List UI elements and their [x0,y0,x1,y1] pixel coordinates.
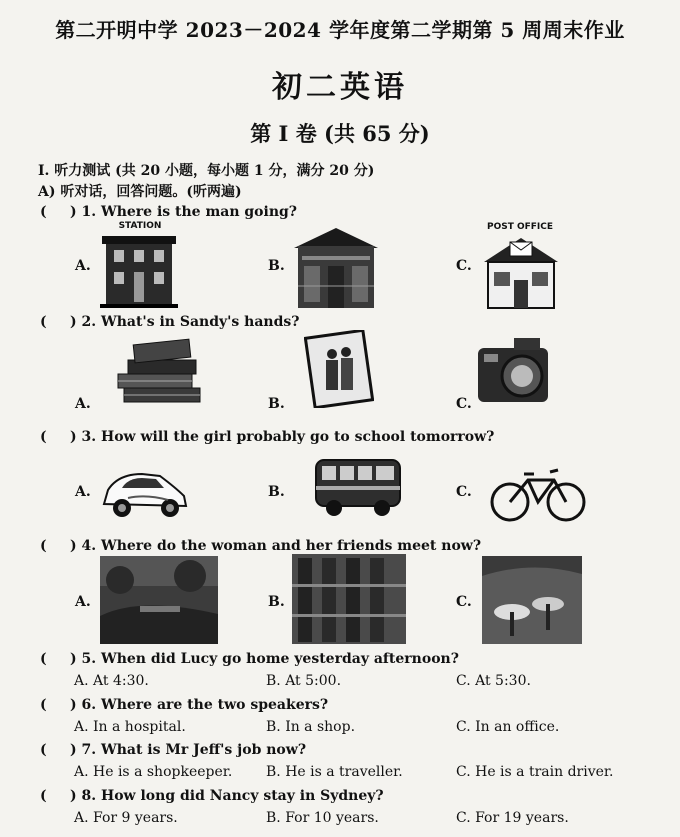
q1-option-a: A. [75,258,91,274]
answer-paren: ( [40,788,47,804]
q2-option-a: A. [75,396,91,412]
car-image [98,466,190,522]
post-office-image [482,234,560,310]
park-photo-image [100,556,218,644]
question-4: ) 4. Where do the woman and her friends meet now? [70,538,482,554]
q6-option-c: C. In an office. [456,719,560,735]
post-office-caption: POST OFFICE [486,222,554,232]
answer-paren: ( [40,742,47,758]
q1-option-c: C. [456,258,472,274]
section-subheading: A) 听对话，回答问题。(听两遍) [38,184,242,200]
volume-title: 第 I 卷 (共 65 分) [250,121,430,146]
q5-option-a: A. At 4:30. [74,673,149,689]
q4-option-b: B. [268,594,285,610]
library-photo-image [292,554,406,644]
question-3: ) 3. How will the girl probably go to school tomorrow? [70,429,495,445]
q8-option-a: A. For 9 years. [74,810,178,826]
q3-option-c: C. [456,484,472,500]
shop-building-image [290,226,382,310]
q8-option-c: C. For 19 years. [456,810,569,826]
station-caption: STATION [118,221,162,231]
answer-paren: ( [40,538,47,554]
section-heading: I. 听力测试 (共 20 小题，每小题 1 分，满分 20 分) [38,163,375,179]
photo-image [304,330,374,408]
bicycle-image [488,464,588,524]
question-6: ) 6. Where are the two speakers? [70,697,329,713]
q7-option-a: A. He is a shopkeeper. [74,764,233,780]
answer-paren: ( [40,204,47,220]
books-image [114,332,204,406]
q7-option-c: C. He is a train driver. [456,764,614,780]
q4-option-c: C. [456,594,472,610]
question-5: ) 5. When did Lucy go home yesterday afternoon? [70,651,459,667]
station-building-image [100,232,178,310]
bus-image [312,452,404,520]
q3-option-a: A. [75,484,91,500]
q5-option-c: C. At 5:30. [456,673,531,689]
subject-title: 初二英语 [272,70,408,105]
camera-image [476,334,550,406]
cafe-photo-image [482,556,582,644]
answer-paren: ( [40,314,47,330]
question-2: ) 2. What's in Sandy's hands? [70,314,300,330]
q3-option-b: B. [268,484,285,500]
document-title: 第二开明中学 2023－2024 学年度第二学期第 5 周周末作业 [55,18,625,42]
q4-option-a: A. [75,594,91,610]
q5-option-b: B. At 5:00. [266,673,342,689]
answer-paren: ( [40,697,47,713]
q2-option-b: B. [268,396,285,412]
q6-option-a: A. In a hospital. [74,719,186,735]
question-1: ) 1. Where is the man going? [70,204,298,220]
q2-option-c: C. [456,396,472,412]
question-7: ) 7. What is Mr Jeff's job now? [70,742,307,758]
question-8: ) 8. How long did Nancy stay in Sydney? [70,788,384,804]
answer-paren: ( [40,651,47,667]
q1-option-b: B. [268,258,285,274]
answer-paren: ( [40,429,47,445]
q8-option-b: B. For 10 years. [266,810,379,826]
q6-option-b: B. In a shop. [266,719,356,735]
q7-option-b: B. He is a traveller. [266,764,403,780]
